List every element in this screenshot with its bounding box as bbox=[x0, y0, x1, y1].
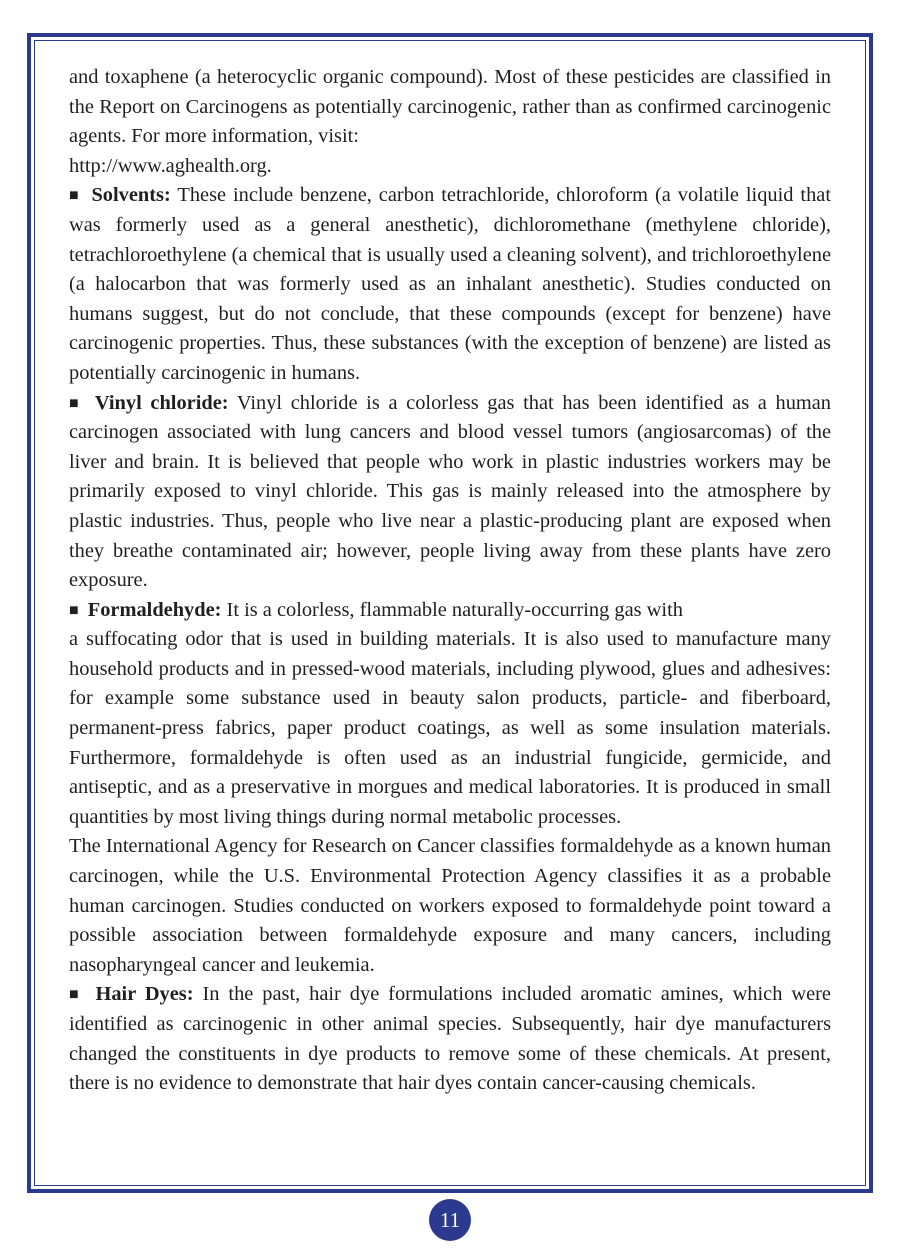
intro-paragraph bbox=[69, 63, 831, 152]
iarc-text: The International Agency for Research on Cancer classifies formaldehyde as a known human carcinogen, while the U.S. Environmental Protection Agency classifies it as a probable human carcinogen. Studies conducted on workers exposed to formaldehyde point toward a possible association between formaldehyde exposure and many cancers, including nasopharyngeal cancer and leukemia. bbox=[69, 835, 831, 976]
page-number-badge: 11 bbox=[429, 1199, 471, 1241]
vinyl-chloride-paragraph bbox=[69, 389, 831, 596]
aghealth-link[interactable]: http://www.aghealth.org. bbox=[69, 154, 272, 177]
square-bullet-icon: ■ bbox=[69, 187, 81, 205]
iarc-paragraph bbox=[69, 832, 831, 980]
hair-dyes-text: In the past, hair dye formulations included aromatic amines, which were identified as carcinogenic in other animal species. Subsequently, hair dye manufacturers changed the constituents in dye products to remove some of these chemicals. At present, there is no evidence to demonstrate that hair dyes contain cancer-causing chemicals. bbox=[69, 983, 831, 1095]
formaldehyde-text-first-line: It is a colorless, flammable naturally-occurring gas with bbox=[226, 598, 683, 621]
hair-dyes-term: Hair Dyes: bbox=[95, 983, 194, 1006]
square-bullet-icon: ■ bbox=[69, 601, 79, 619]
square-bullet-icon: ■ bbox=[69, 986, 83, 1004]
vinyl-chloride-term: Vinyl chloride: bbox=[94, 391, 229, 414]
solvents-term: Solvents: bbox=[91, 184, 171, 207]
intro-url-line bbox=[69, 152, 831, 182]
hair-dyes-paragraph bbox=[69, 980, 831, 1098]
solvents-text: These include benzene, carbon tetrachloride, chloroform (a volatile liquid that was formerly used as a general anesthetic), dichloromethane (methylene chloride), tetrachloroethylene (a chemical that is usually used a cleaning solvent), and trichloroethylene (a halocarbon that was formerly used as an inhalant anesthetic). Studies conducted on humans suggest, but do not conclude, that these compounds (except for benzene) have carcinogenic properties. Thus, these substances (with the exception of benzene) are listed as potentially carcinogenic in humans. bbox=[69, 184, 831, 384]
square-bullet-icon: ■ bbox=[69, 394, 83, 412]
formaldehyde-paragraph bbox=[69, 625, 831, 832]
formaldehyde-heading-line bbox=[69, 596, 831, 626]
formaldehyde-term: Formaldehyde: bbox=[87, 598, 222, 621]
solvents-paragraph bbox=[69, 181, 831, 388]
formaldehyde-text: a suffocating odor that is used in building materials. It is also used to manufacture many household products and in pressed-wood materials, including plywood, glues and adhesives: for example some substance used in beauty salon products, particle- and fiberboard, permanent-press fabrics, paper product coatings, as well as some insulation materials. Furthermore, formaldehyde is often used as an industrial fungicide, germicide, and antiseptic, and as a preservative in morgues and medical laboratories. It is produced in small quantities by most living things during normal metabolic processes. bbox=[69, 628, 831, 828]
intro-text: and toxaphene (a heterocyclic organic compound). Most of these pesticides are classified in the Report on Carcinogens as potentially carcinogenic, rather than as confirmed carcinogenic agents. For more information, visit: bbox=[69, 66, 831, 148]
page-body bbox=[69, 63, 831, 1099]
vinyl-chloride-text: Vinyl chloride is a colorless gas that has been identified as a human carcinogen associated with lung cancers and blood vessel tumors (angiosarcomas) of the liver and brain. It is believed that people who work in plastic industries workers may be primarily exposed to vinyl chloride. This gas is mainly released into the atmosphere by plastic industries. Thus, people who live near a plastic-producing plant are exposed when they breathe contaminated air; however, people living away from these plants have zero exposure. bbox=[69, 391, 831, 592]
